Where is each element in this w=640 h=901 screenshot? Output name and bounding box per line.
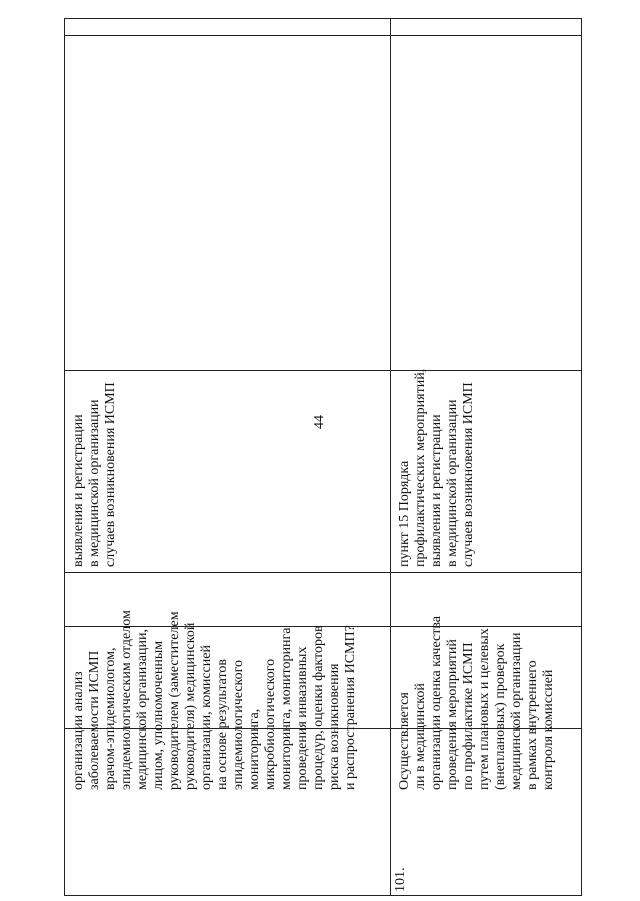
question-cell: Осуществляется ли в медицинской организации оценка качества проведения мероприятий по профилактике ИСМП путем плановых и целевых (внеплановых) проверок медицинской организации в рамках внутреннего контроля комиссией	[397, 616, 556, 790]
row-number-cell	[391, 796, 581, 896]
row-number: 101.	[393, 867, 408, 892]
checklist-table	[64, 18, 582, 896]
reference-cell: выявления и регистрации в медицинской организации случаев возникновения ИСМП	[71, 382, 118, 567]
page-number: 44	[312, 415, 327, 429]
table-row	[391, 573, 581, 794]
reference-cell: пункт 15 Порядка профилактических мероприятий, выявления и регистрации в медицинской организации случаев возникновения ИСМП	[397, 368, 476, 567]
table-row	[65, 371, 390, 571]
question-cell: организации анализ заболеваемости ИСМП врачом-эпидемиологом, эпидемиологическим отделом медицинской организации, лицом, уполномоченным руководителем (заместителем руководителя) медицинской организации, комиссией на основе результатов эпидемиологического мониторинга, микробиологического мониторинга, мониторинга проведения инвазивных процедур, оценки факторов риска возникновения и распространения ИСМП?	[71, 610, 358, 790]
table-border-top	[64, 18, 582, 19]
table-row	[391, 368, 581, 571]
table-border-right	[581, 18, 582, 896]
column-divider	[64, 35, 582, 36]
table-row	[65, 573, 390, 794]
